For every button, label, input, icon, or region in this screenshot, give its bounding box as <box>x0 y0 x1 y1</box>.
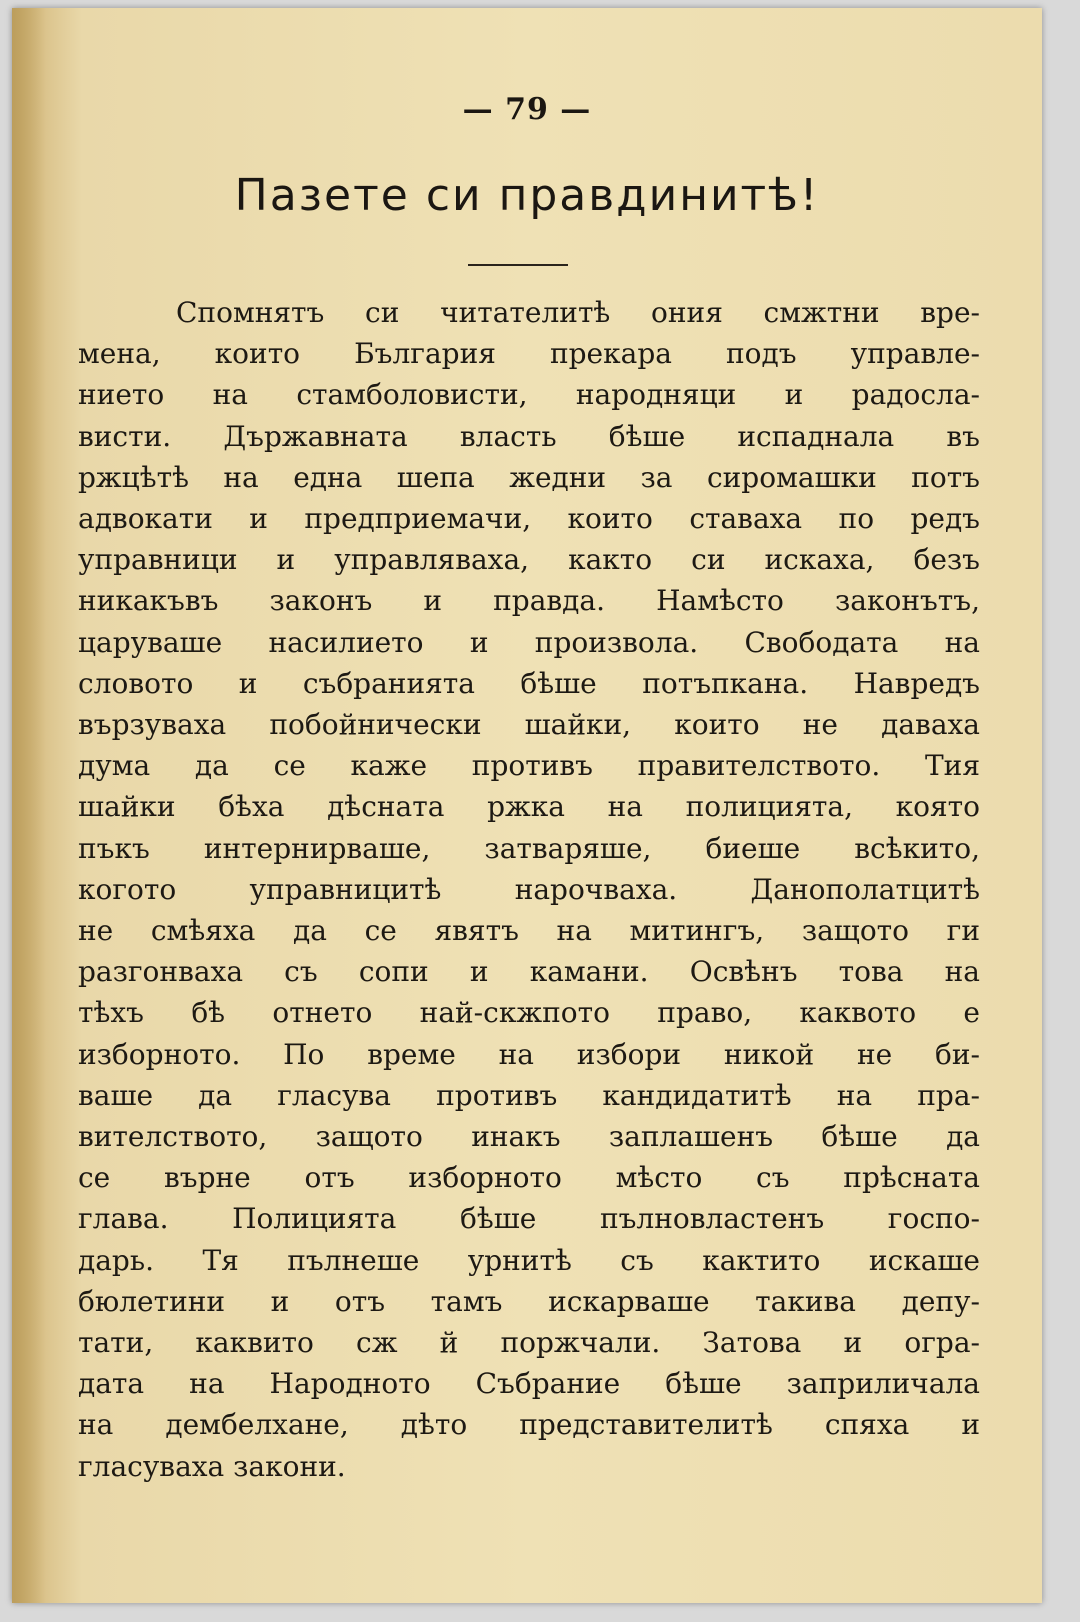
page-number: — 79 — <box>462 92 592 127</box>
text-line: когото управницитѣ нарочваха. Данополатцитѣ <box>78 872 980 906</box>
text-line: на дембелхане, дѣто представителитѣ спяха и <box>78 1408 980 1442</box>
text-line: нието на стамболовисти, народняци и радосла- <box>78 378 980 412</box>
book-page <box>12 8 1042 1603</box>
article-body <box>78 292 980 1487</box>
text-line: никакъвъ законъ и правда. Намѣсто законътъ, <box>78 584 980 618</box>
text-line: ржцѣтѣ на една шепа жедни за сиромашки потъ <box>78 460 980 494</box>
text-line: дума да се каже противъ правителството. Тия <box>78 749 980 783</box>
text-line: дарь. Тя пълнеше урнитѣ съ кактито искаше <box>78 1243 980 1277</box>
text-line: гласуваха закони. <box>78 1449 346 1483</box>
text-line: управници и управляваха, както си искаха, безъ <box>78 543 980 577</box>
text-line: разгонваха съ сопи и камани. Освѣнъ това на <box>78 955 980 989</box>
text-line: не смѣяха да се явятъ на митингъ, защото ги <box>78 914 980 948</box>
text-line: висти. Държавната власть бѣше испаднала въ <box>78 419 980 453</box>
text-line: адвокати и предприемачи, които ставаха по редъ <box>78 502 980 536</box>
text-line: Спомнятъ си читателитѣ ония смжтни вре- <box>176 296 980 329</box>
text-line: изборното. По време на избори никой не би- <box>78 1037 980 1071</box>
text-line: мена, които България прекара подъ управле- <box>78 337 980 371</box>
text-line: шайки бѣха дѣсната ржка на полицията, която <box>78 790 980 824</box>
text-line: пъкъ интернирваше, затваряше, биеше всѣкито, <box>78 831 980 865</box>
text-line: вителството, защото инакъ заплашенъ бѣше да <box>78 1120 980 1154</box>
text-line: дата на Народното Събрание бѣше заприличала <box>78 1367 980 1401</box>
text-line: бюлетини и отъ тамъ искарваше такива депу- <box>78 1284 980 1318</box>
text-line: глава. Полицията бѣше пълновластенъ госпо- <box>78 1202 980 1236</box>
article-title: Пазете си правдинитѣ! <box>234 170 820 221</box>
text-line: вързуваха побойнически шайки, които не даваха <box>78 708 980 742</box>
text-line: тати, каквито сж й поржчали. Затова и огра- <box>78 1326 980 1360</box>
text-line: словото и събранията бѣше потъпкана. Навредъ <box>78 666 980 700</box>
text-line: царуваше насилието и произвола. Свободата на <box>78 625 980 659</box>
title-divider <box>468 264 568 266</box>
text-line: ваше да гласува противъ кандидатитѣ на пра- <box>78 1078 980 1112</box>
text-line: се върне отъ изборното мѣсто съ прѣсната <box>78 1161 980 1195</box>
text-line: тѣхъ бѣ отнето най-скжпото право, каквото е <box>78 996 980 1030</box>
